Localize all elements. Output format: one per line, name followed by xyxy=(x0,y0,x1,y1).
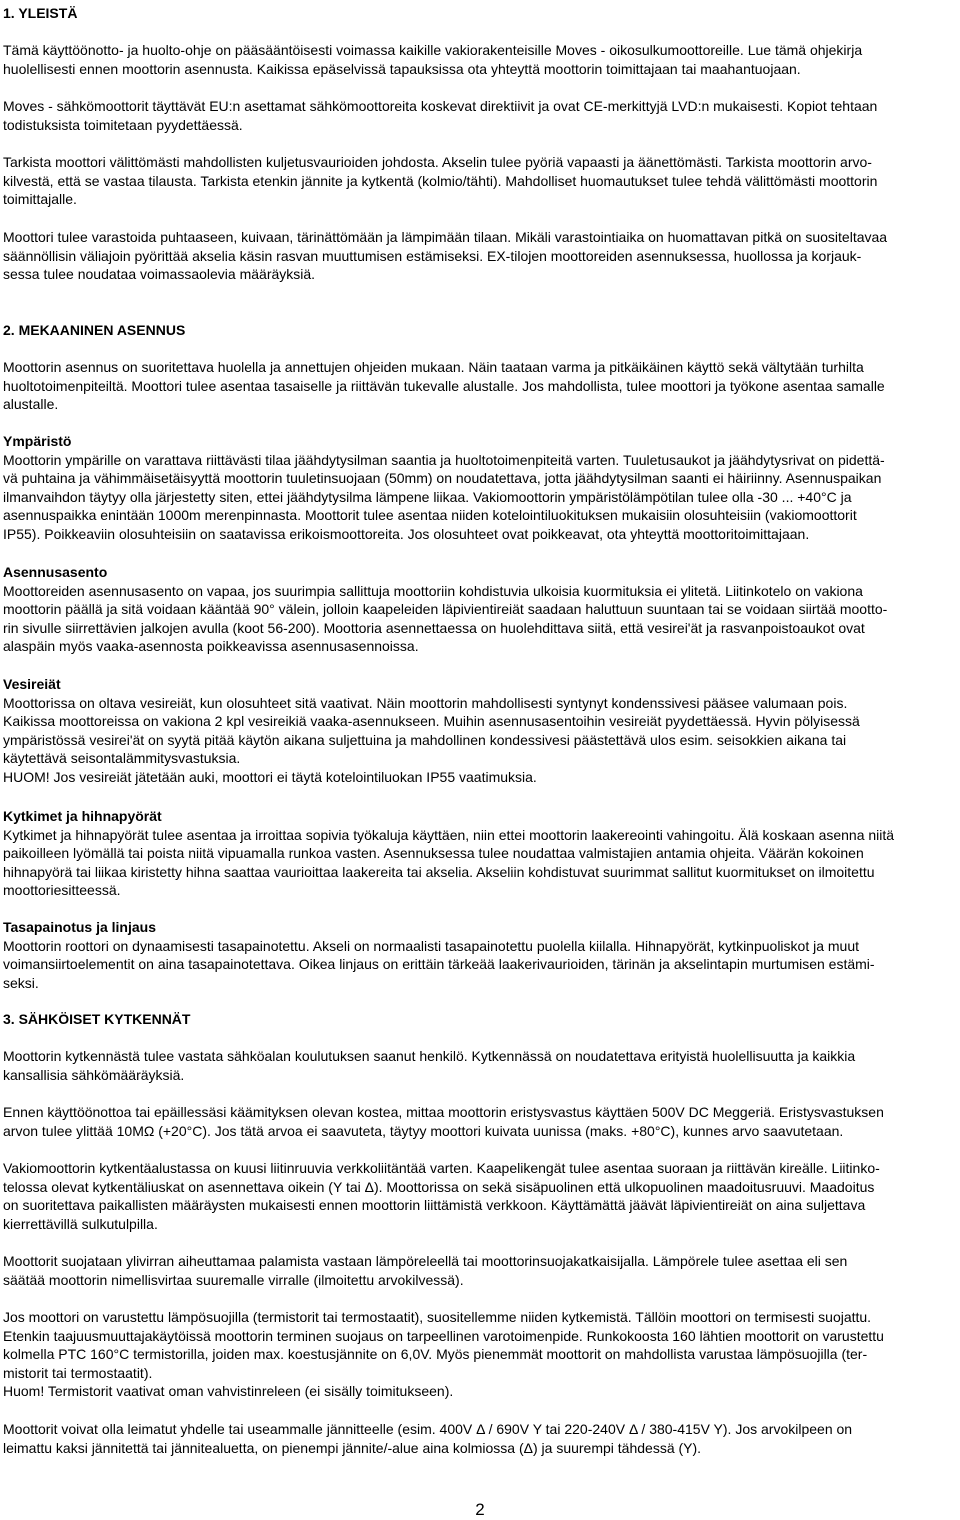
text-line: ilmanvaihdon täytyy olla järjestetty siten, ettei jäähdytysilma lämpene liikaa. Vakiomoottorin ympäristölämpötilan tulee olla -30 ... +40°C ja xyxy=(3,488,852,505)
text-line: Moottorin ympärille on varattava riittävästi tilaa jäähdytysilman saantia ja huoltotoimenpiteitä varten. Tuuletusaukot ja jäähdytysrivat on pidettä- xyxy=(3,451,885,468)
subsection-title: Ympäristö xyxy=(3,433,72,449)
text-line: alustalle. xyxy=(3,396,59,413)
text-line: säännöllisin väliajoin pyörittää akselia käsin rasvan muuttumisen estämiseksi. EX-tilojen moottoreiden asennuksessa, huollossa ja korjauk- xyxy=(3,247,862,264)
text-line: Moottorin roottori on dynaamisesti tasapainotettu. Akseli on normaalisti tasapainotettu puolella kiilalla. Hihnapyörät, kytkinpuoliskot ja muut xyxy=(3,937,860,954)
text-line: HUOM! Jos vesireiät jätetään auki, moottori ei täytä kotelointiluokan IP55 vaatimuksia. xyxy=(3,768,537,785)
paragraph xyxy=(3,1047,855,1084)
text-line: kolmella PTC 160°C termistorilla, joiden max. koestusjännite on 6,0V. Myös pienemmät moottorit on mahdollista varustaa lämpösuojilla (ter- xyxy=(3,1346,868,1363)
text-line: toimittajalle. xyxy=(3,191,77,208)
paragraph xyxy=(3,1420,852,1457)
text-line: moottorin päällä ja sitä voidaan kääntää 90° välein, jolloin kaapeleiden läpivientireiät saadaan haluttuun suuntaan tai se voidaan siirtää mootto- xyxy=(3,601,888,618)
text-line: on suoritettava paikallisten määräysten mukaisesti ennen moottorin liittämistä verkkoon. Käyttämättä jäävät läpivientireiät on aina suljettava xyxy=(3,1197,866,1214)
text-line: käytettävä seisontalämmitysvastuksia. xyxy=(3,750,241,767)
text-line: arvon tulee ylittää 10MΩ (+20°C). Jos tätä arvoa ei saavuteta, täytyy moottori kuivata uunissa (maks. +80°C), kunnes arvo saavutetaan. xyxy=(3,1122,844,1139)
text-line: Kaikissa moottoreissa on vakiona 2 kpl vesireikiä vaaka-asennukseen. Muihin asennusasentoihin vesireiät pyydettäessä. Hyvin pölyisessä xyxy=(3,713,860,730)
text-line: mistorit tai termostaatit). xyxy=(3,1364,153,1381)
page-number: 2 xyxy=(475,1500,485,1519)
text-line: huoltotoimenpiteiltä. Moottori tulee asentaa tasaiselle ja riittävän tukevalle alustalle. Jos mahdollista, tulee moottori ja työkone asentaa samalle xyxy=(3,377,885,394)
subsection-title: Asennusasento xyxy=(3,564,108,580)
text-line: alaspäin myös vaaka-asennosta poikkeavissa asennusasennoissa. xyxy=(3,638,419,655)
text-line: ympäristössä vesirei'ät on syytä pitää käytön aikana suljettuina ja mahdollinen kondessivesi päästettävä ulos esim. seisokkien aikana tai xyxy=(3,731,847,748)
subsection-environment xyxy=(3,432,885,544)
text-line: sessa tulee noudataa voimassaolevia määräyksiä. xyxy=(3,266,316,283)
text-line: rin sivulle siirrettävien jalkojen avulla (koot 56-200). Moottoria asennettaessa on huolehdittava siitä, että vesirei'ät ja rasvanpoistoaukot ovat xyxy=(3,619,865,636)
text-line: Moottorin asennus on suoritettava huolella ja annettujen ohjeiden mukaan. Näin taataan varma ja pitkäikäinen käyttö sekä vältytään turhilta xyxy=(3,359,864,375)
text-line: Moottorin kytkennästä tulee vastata sähköalan koulutuksen saanut henkilö. Kytkennässä on noudatettava erityistä huolellisuutta ja kaikkia xyxy=(3,1048,856,1064)
text-line: todistuksista toimitetaan pyydettäessä. xyxy=(3,116,243,133)
text-line: kansallisia sähkömääräyksiä. xyxy=(3,1066,185,1083)
subsection-title: Kytkimet ja hihnapyörät xyxy=(3,808,162,824)
text-line: telossa olevat kytkentäliuskat on asennettava oikein (Y tai Δ). Moottorissa on sekä sisäpuolinen että ulkopuolinen maadoitusruuvi. Maadoitus xyxy=(3,1178,875,1195)
text-line: Ennen käyttöönottoa tai epäillessäsi käämityksen olevan kostea, mittaa moottorin eristysvastus käyttäen 500V DC Meggeriä. Eristysvastuksen xyxy=(3,1104,884,1120)
text-line: Vakiomoottorin kytkentäalustassa on kuusi liitinruuvia verkkoliitäntää varten. Kaapelikengät tulee asentaa suoraan ja riittävän kireälle. Liitinko- xyxy=(3,1160,880,1176)
text-line: Jos moottori on varustettu lämpösuojilla (termistorit tai termostaatit), suositellemme niiden kytkemistä. Tällöin moottori on termisesti suojattu. xyxy=(3,1309,872,1325)
paragraph xyxy=(3,97,877,134)
paragraph xyxy=(3,1103,884,1140)
text-line: Tarkista moottori välittömästi mahdollisten kuljetusvaurioiden johdosta. Akselin tulee pyöriä vapaasti ja äänettömästi. Tarkista moottorin arvo- xyxy=(3,154,872,170)
text-line: huolellisesti ennen moottorin asennusta. Kaikissa epäselvissä tapauksissa ota yhteyttä moottorin toimittajaan tai maahantuojaan. xyxy=(3,60,801,77)
section-heading-electrical: 3. SÄHKÖISET KYTKENNÄT xyxy=(3,1011,191,1027)
text-line: Moottorit voivat olla leimatut yhdelle tai useammalle jännitteelle (esim. 400V Δ / 690V Y tai 220-240V Δ / 380-415V Y). Jos arvokilpeen on xyxy=(3,1421,853,1437)
text-line: vä puhtaina ja vähimmäisetäisyyttä moottorin tuuletinsuojaan (50mm) on noudatettava, jotta jäähdytysilman saanti ei häiriinny. Asennuspaikan xyxy=(3,470,882,487)
paragraph xyxy=(3,153,877,209)
text-line: voimansiirtoelementit on aina tasapainotettava. Oikea linjaus on erittäin tärkeää laakerivaurioiden, tärinän ja akselintapin murtumisen estämi- xyxy=(3,956,875,973)
text-line: IP55). Poikkeaviin olosuhteisiin on saatavissa erikoismoottoreita. Jos olosuhteet ovat poikkeavat, ota yhteyttä moottoritoimittajaan. xyxy=(3,525,810,542)
text-line: leimattu kaksi jännitettä tai jännitealuetta, on pienempi jännite/-alue aina kolmiossa (Δ) ja suurempi tähdessä (Y). xyxy=(3,1439,702,1456)
paragraph xyxy=(3,1308,884,1401)
paragraph xyxy=(3,41,862,78)
text-line: kierrettävillä sulkutulpilla. xyxy=(3,1215,158,1232)
subsection-drain-holes xyxy=(3,675,860,787)
text-line: kilvestä, että se vastaa tilausta. Tarkista etenkin jännite ja kytkentä (kolmio/tähti). Mahdolliset huomautukset tulee tehdä välittömästi moottorin xyxy=(3,172,878,189)
text-line: Huom! Termistorit vaativat oman vahvistinreleen (ei sisälly toimitukseen). xyxy=(3,1383,454,1400)
subsection-title: Tasapainotus ja linjaus xyxy=(3,919,157,935)
subsection-couplings-pulleys xyxy=(3,807,894,900)
text-line: säätää moottorin nimellisvirtaa suuremalle virralle (ilmoitettu arvokilvessä). xyxy=(3,1271,464,1288)
text-line: moottoriesitteessä. xyxy=(3,882,121,899)
subsection-balancing-alignment xyxy=(3,918,875,992)
text-line: Kytkimet ja hihnapyörät tulee asentaa ja irroittaa sopivia työkaluja käyttäen, niin ettei moottorin laakereointi vahingoitu. Älä koskaan asenna niitä xyxy=(3,826,895,843)
text-line: Tämä käyttöönotto- ja huolto-ohje on pääsääntöisesti voimassa kaikille vakiorakenteisille Moves - oikosulkumoottoreille. Lue tämä ohjekirja xyxy=(3,42,863,58)
text-line: Etenkin taajuusmuuttajakäytöissä moottorin terminen suojaus on tarpeellinen varotoimenpide. Runkokoosta 160 lähtien moottorit on varustettu xyxy=(3,1327,884,1344)
text-line: Moottorit suojataan ylivirran aiheuttamaa palamista vastaan lämpöreleellä tai moottorinsuojakatkaisijalla. Lämpörele tulee asettaa eli sen xyxy=(3,1253,848,1269)
text-line: asennuspaikka enintään 1000m merenpinnasta. Moottorit tulee asentaa niiden kotelointiluokituksen mukaisiin olosuhteisiin (vakiomoottorit xyxy=(3,507,857,524)
section-heading-mechanical: 2. MEKAANINEN ASENNUS xyxy=(3,322,186,338)
subsection-mounting-position xyxy=(3,563,887,656)
paragraph xyxy=(3,358,885,414)
paragraph xyxy=(3,1159,880,1233)
text-line: Moves - sähkömoottorit täyttävät EU:n asettamat sähkömoottoreita koskevat direktiivit ja ovat CE-merkittyjä LVD:n mukaisesti. Kopiot tehtaan xyxy=(3,98,878,114)
text-line: Moottoreiden asennusasento on vapaa, jos suurimpia sallittuja moottoriin kohdistuvia ulkoisia kuormituksia ei ylitetä. Liitinkotelo on vakiona xyxy=(3,582,863,599)
subsection-title: Vesireiät xyxy=(3,676,61,692)
text-line: Moottori tulee varastoida puhtaaseen, kuivaan, tärinättömään ja lämpimään tilaan. Mikäli varastointiaika on huomattavan pitkä on suositeltavaa xyxy=(3,229,888,245)
text-line: paikoilleen lyömällä tai poista niitä vipuamalla runkoa vasten. Asennuksessa tulee noudattaa valmistajien antamia ohjeita. Väärän kokoinen xyxy=(3,845,864,862)
paragraph xyxy=(3,228,887,284)
text-line: seksi. xyxy=(3,974,39,991)
text-line: Moottorissa on oltava vesireiät, kun olosuhteet sitä vaativat. Näin moottorin mahdollisesti syntynyt kondenssivesi pääsee valumaan pois. xyxy=(3,694,848,711)
text-line: hihnapyörä tai liikaa kiristetty hihna saattaa vaurioittaa laakereita tai akselia. Akseliin kohdistuvat suurimmat sallitut kuormitukset on ilmoitettu xyxy=(3,863,875,880)
paragraph xyxy=(3,1252,847,1289)
section-heading-general: 1. YLEISTÄ xyxy=(3,5,78,21)
